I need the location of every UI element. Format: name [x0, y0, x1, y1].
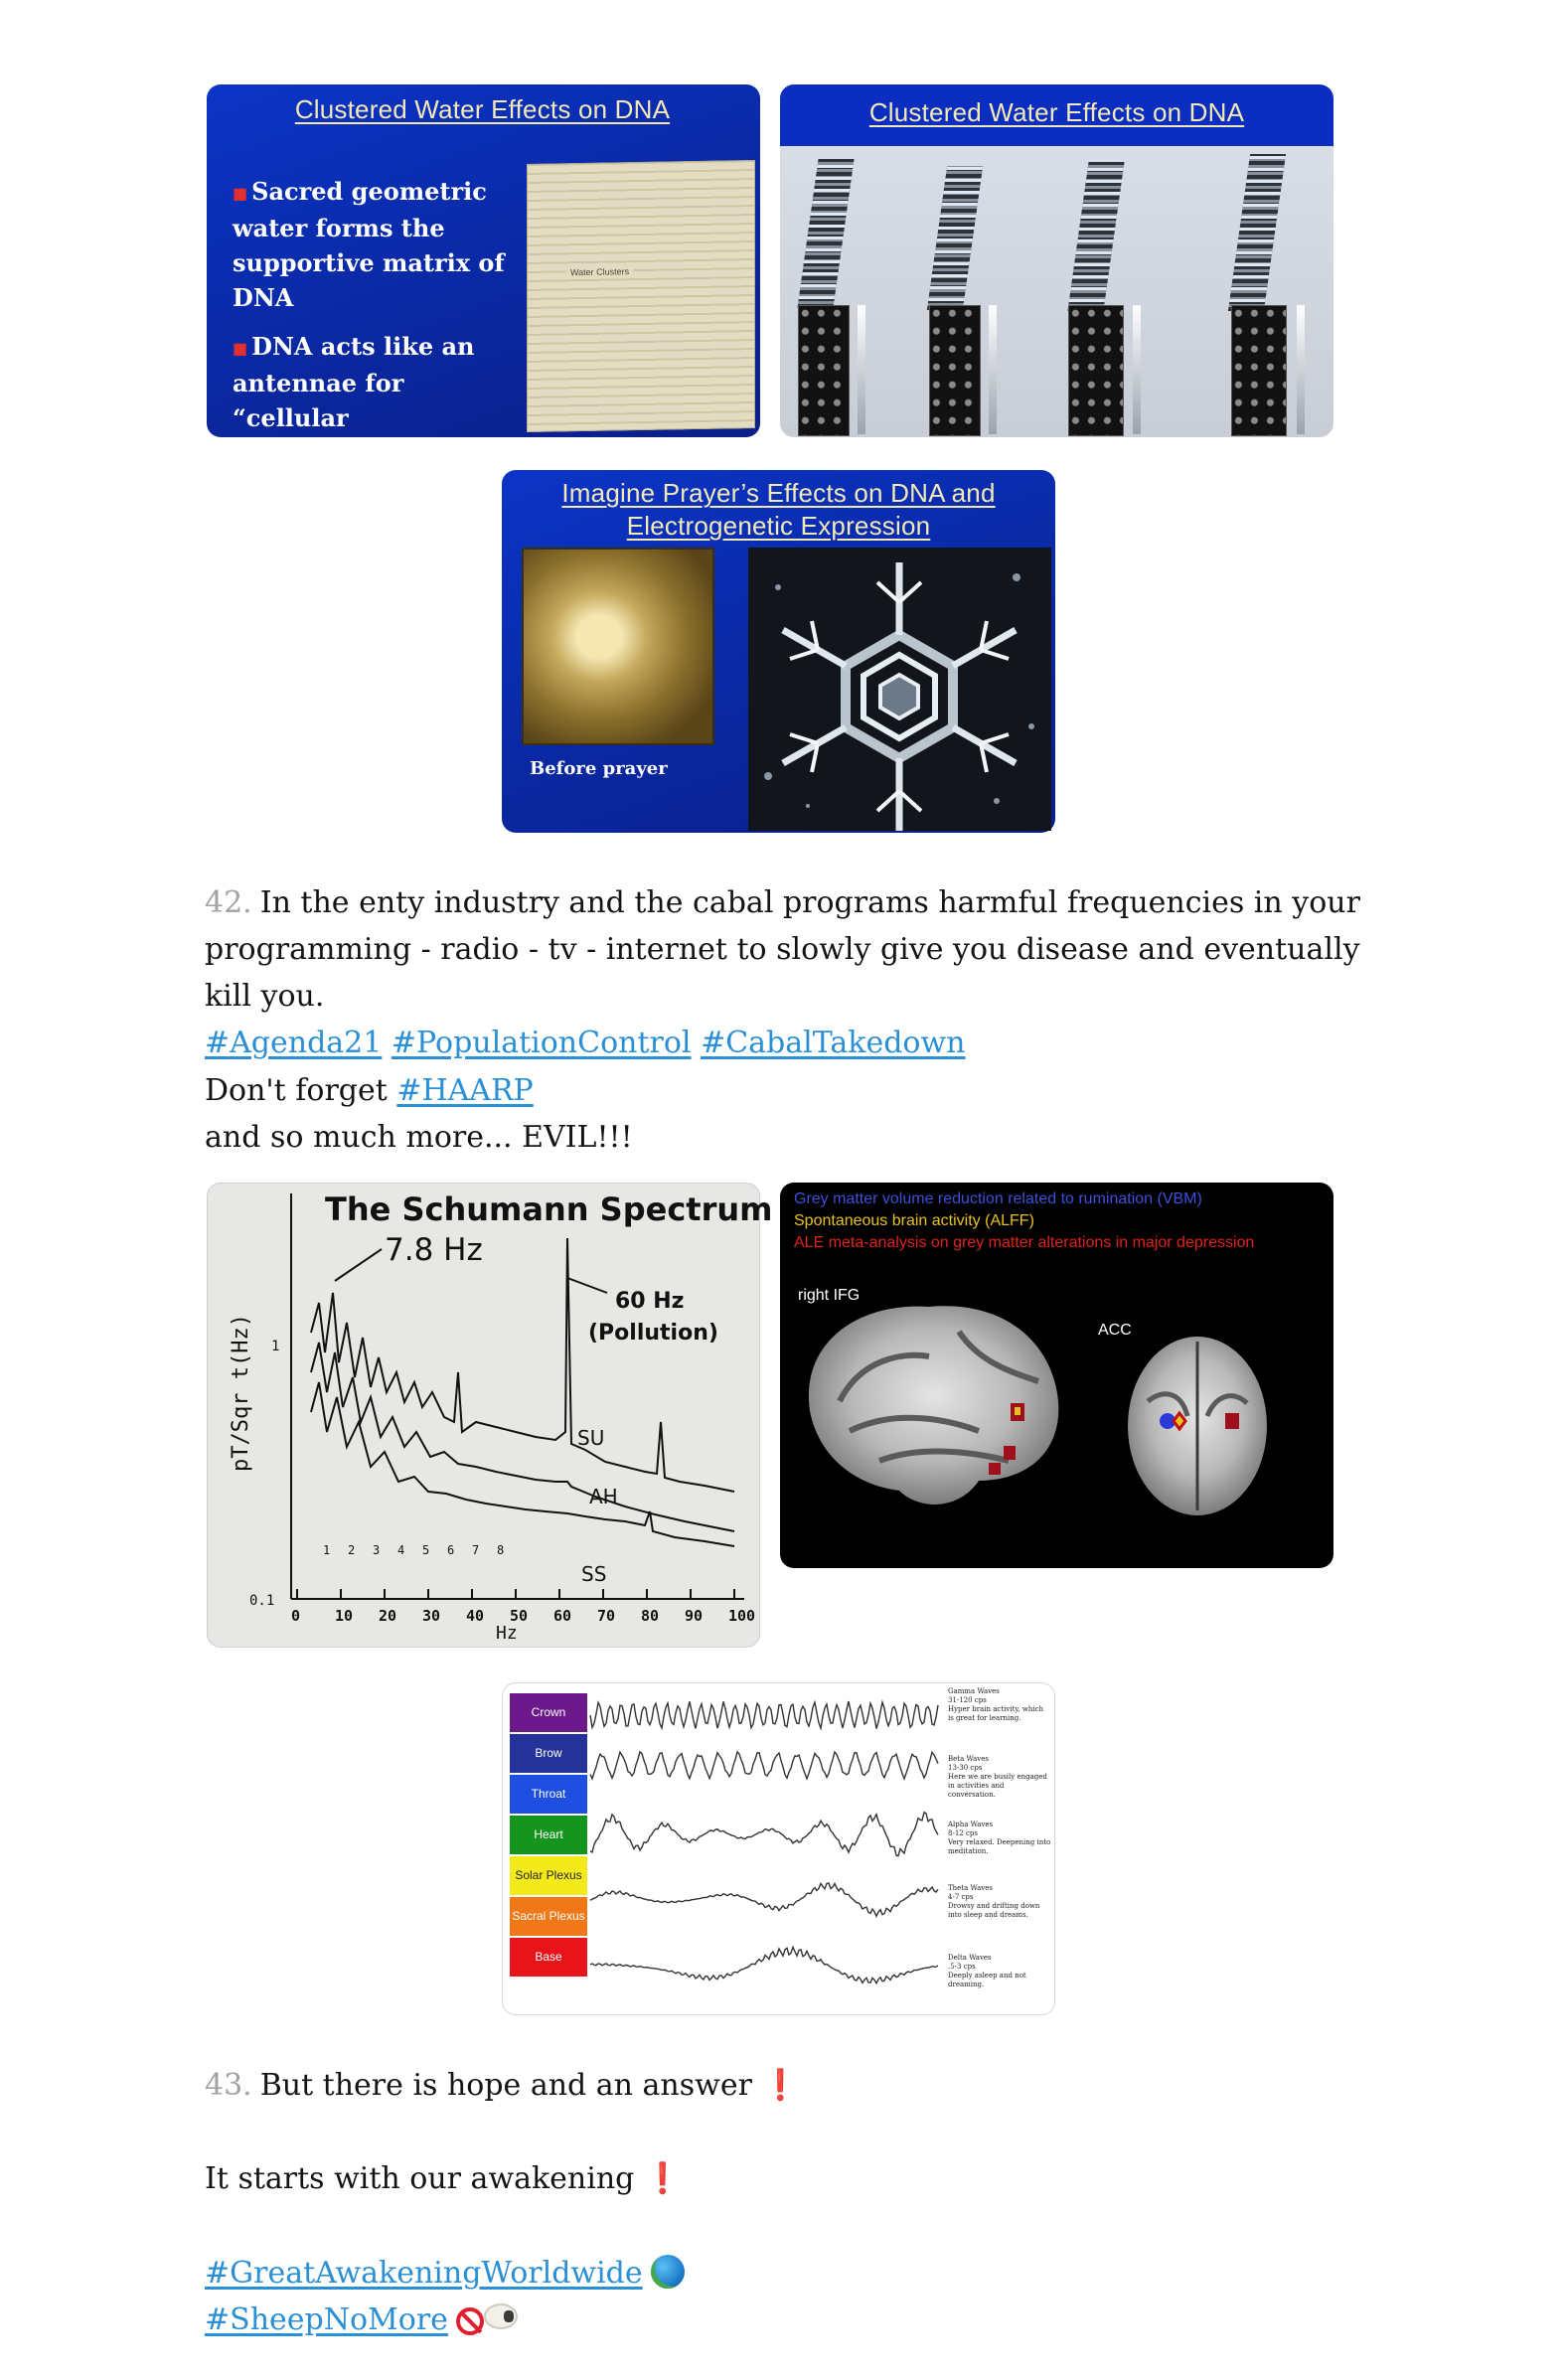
chakra-label: Throat	[510, 1775, 587, 1814]
color-scale	[989, 305, 997, 434]
dna-helix	[1067, 162, 1124, 311]
snowflake-icon	[748, 548, 1051, 831]
x-tick-label: 70	[597, 1607, 616, 1625]
wave-freq: 8-12 cps	[948, 1829, 978, 1837]
brainwave-plots	[590, 1685, 948, 2013]
slide-bullet: ■ Sacred geometric water forms the supportive matrix of DNA	[233, 177, 505, 312]
water-crystal-after	[748, 548, 1051, 831]
wave-desc: Very relaxed. Deepening into meditation.	[948, 1838, 1051, 1855]
activation-spot	[1004, 1446, 1016, 1460]
color-scale	[858, 305, 865, 434]
schumann-chart	[208, 1184, 773, 1649]
chakra-label: Solar Plexus	[510, 1856, 587, 1895]
chart-title: The Schumann Spectrum	[325, 1190, 773, 1228]
hashtag-link[interactable]: #GreatAwakeningWorldwide	[205, 2256, 643, 2291]
chakra-column	[510, 1693, 587, 1979]
slide-title: Clustered Water Effects on DNA	[294, 94, 671, 124]
water-photo-before	[522, 548, 714, 745]
post-text: and so much more... EVIL!!!	[205, 1120, 633, 1155]
activation-spot	[1015, 1407, 1020, 1415]
region-label-ifg: right IFG	[798, 1287, 861, 1304]
pollution-label: (Pollution)	[588, 1321, 718, 1346]
slide-title-line: Imagine Prayer’s Effects on DNA and	[561, 478, 996, 508]
x-tick-label: 80	[641, 1607, 660, 1625]
wave-description	[948, 1954, 1051, 1989]
post-text: But there is hope and an answer	[259, 2068, 752, 2103]
wave-freq: 13-30 cps	[948, 1764, 983, 1772]
mode-number-label: 1	[323, 1543, 331, 1557]
activation-spot	[989, 1463, 1001, 1475]
post-number: 42.	[205, 885, 252, 920]
mode-number-label: 7	[472, 1543, 480, 1557]
color-scale	[1133, 305, 1141, 434]
prayer-caption: Before prayer	[530, 758, 668, 779]
mode-number-label: 3	[373, 1543, 381, 1557]
chakra-label: Sacral Plexus	[510, 1897, 587, 1936]
wave-freq: 4-7 cps	[948, 1893, 974, 1901]
wave-desc: Hyper brain activity, which is great for learning.	[948, 1705, 1044, 1722]
pollution-label: 60 Hz	[615, 1289, 685, 1314]
bullet-icon: ■	[233, 339, 248, 358]
x-tick-label: 90	[685, 1607, 704, 1625]
mode-number-label: 5	[422, 1543, 430, 1557]
chakra-label: Heart	[510, 1816, 587, 1854]
post-number: 43.	[205, 2068, 252, 2103]
slide-title	[502, 477, 1055, 543]
wave-title: Alpha Waves	[948, 1821, 994, 1828]
post-42-text	[205, 879, 1377, 1066]
hashtag-link[interactable]: #PopulationControl	[391, 1026, 692, 1060]
post-text: In the enty industry and the cabal programs harmful frequencies in your programming - radio - tv - internet to slowly give you disease and eventually kill you.	[205, 885, 1360, 1014]
legend-line-ale: ALE meta-analysis on grey matter alterations in major depression	[794, 1234, 1255, 1251]
chakra-label: Base	[510, 1938, 587, 1977]
wave-title: Beta Waves	[948, 1755, 989, 1763]
wave-desc: Here we are busily engaged in activities and conversation.	[948, 1773, 1047, 1799]
pollution-arrow	[567, 1278, 607, 1293]
wave-desc: Deeply asleep and not dreaming.	[948, 1972, 1026, 1988]
x-tick-label: 0	[291, 1607, 301, 1625]
post-text: It starts with our awakening	[205, 2161, 635, 2196]
document-label: Water Clusters	[566, 266, 633, 277]
mode-number-label: 2	[348, 1543, 356, 1557]
spectrum-line-su	[311, 1238, 734, 1492]
slide-title-line: Electrogenetic Expression	[626, 511, 931, 541]
spectrum-line-ss	[311, 1382, 734, 1546]
gamma-wave	[590, 1701, 938, 1729]
post-42-haarp	[205, 1067, 1377, 1161]
y-tick-label: 0.1	[249, 1593, 275, 1609]
series-label-su: SU	[577, 1426, 605, 1450]
wave-freq: 31-120 cps	[948, 1696, 987, 1704]
alpha-wave	[590, 1813, 938, 1856]
x-tick-label: 30	[422, 1607, 441, 1625]
wave-desc: Drowsy and drifting down into sleep and dreams.	[948, 1902, 1040, 1919]
slide-image-dna-helixes[interactable]	[780, 84, 1333, 437]
region-label-acc: ACC	[1098, 1322, 1132, 1339]
wave-freq: .5-3 cps	[948, 1963, 976, 1971]
post-43-tags	[205, 2250, 1377, 2343]
series-label-ss: SS	[581, 1562, 607, 1586]
peak-arrow	[335, 1249, 382, 1281]
wave-description	[948, 1755, 1051, 1800]
chakra-label: Crown	[510, 1693, 587, 1732]
mode-number-label: 6	[447, 1543, 455, 1557]
post-43-awakening	[205, 2155, 1377, 2202]
x-axis-label: Hz	[496, 1623, 518, 1644]
bullet-icon: ■	[233, 184, 248, 203]
legend-line-alff: Spontaneous brain activity (ALFF)	[794, 1212, 1034, 1229]
wave-title: Theta Waves	[948, 1884, 993, 1892]
chakra-label: Brow	[510, 1734, 587, 1773]
mode-number-label: 8	[497, 1543, 505, 1557]
dna-helix	[1228, 154, 1286, 311]
hashtag-link[interactable]: #Agenda21	[205, 1026, 383, 1060]
hashtag-link[interactable]: #HAARP	[396, 1073, 534, 1108]
series-label-ah: AH	[589, 1485, 618, 1508]
legend-line-vbm: Grey matter volume reduction related to rumination (VBM)	[794, 1190, 1202, 1207]
mode-number-label: 4	[397, 1543, 405, 1557]
dna-column	[798, 305, 850, 436]
x-tick-label: 20	[379, 1607, 397, 1625]
slide-image-clustered-water-text[interactable]	[207, 84, 760, 467]
delta-wave	[590, 1947, 938, 1982]
brain-slices	[780, 1183, 1333, 1568]
color-scale	[1297, 305, 1305, 434]
wave-description	[948, 1884, 1051, 1920]
beta-wave	[590, 1752, 938, 1779]
dna-column	[1068, 305, 1124, 436]
globe-icon	[651, 2255, 685, 2289]
wave-title: Delta Waves	[948, 1954, 992, 1962]
x-tick-label: 10	[335, 1607, 354, 1625]
y-axis-label: pT/Sqr t(Hz)	[229, 1314, 253, 1472]
post-43-text	[205, 2062, 1377, 2109]
slide-bullet: ■ DNA acts like an antennae for “cellular upregulation”	[233, 332, 475, 467]
post-text: Don't forget	[205, 1073, 388, 1108]
theta-wave	[590, 1883, 938, 1916]
exclamation-icon: ❗	[644, 2161, 682, 2196]
peak-label: 7.8 Hz	[385, 1232, 483, 1268]
document-image	[527, 160, 755, 432]
hashtag-link[interactable]: #SheepNoMore	[205, 2302, 448, 2337]
x-tick-label: 50	[510, 1607, 529, 1625]
wave-title: Gamma Waves	[948, 1687, 1000, 1695]
x-tick-label: 40	[466, 1607, 485, 1625]
x-tick-label: 60	[553, 1607, 572, 1625]
wave-description	[948, 1687, 1051, 1723]
dna-helix	[927, 166, 983, 310]
sheep-icon	[484, 2305, 518, 2333]
wave-description	[948, 1821, 1051, 1856]
chakra-brainwaves-image[interactable]	[502, 1682, 1055, 2015]
schumann-spectrum-image[interactable]	[207, 1183, 773, 1648]
dna-column	[929, 305, 981, 436]
slide-image-prayer-effects[interactable]	[502, 470, 1055, 833]
dna-column	[1231, 305, 1287, 436]
brain-scan-image[interactable]	[780, 1183, 1333, 1568]
slide-title: Clustered Water Effects on DNA	[868, 97, 1245, 127]
hashtag-link[interactable]: #CabalTakedown	[701, 1026, 966, 1060]
x-tick-label: 100	[728, 1607, 756, 1625]
no-entry-icon	[456, 2307, 484, 2335]
y-tick-label: 1	[271, 1339, 280, 1354]
dna-helix	[797, 159, 854, 308]
exclamation-icon: ❗	[761, 2068, 800, 2103]
activation-spot	[1225, 1413, 1239, 1429]
